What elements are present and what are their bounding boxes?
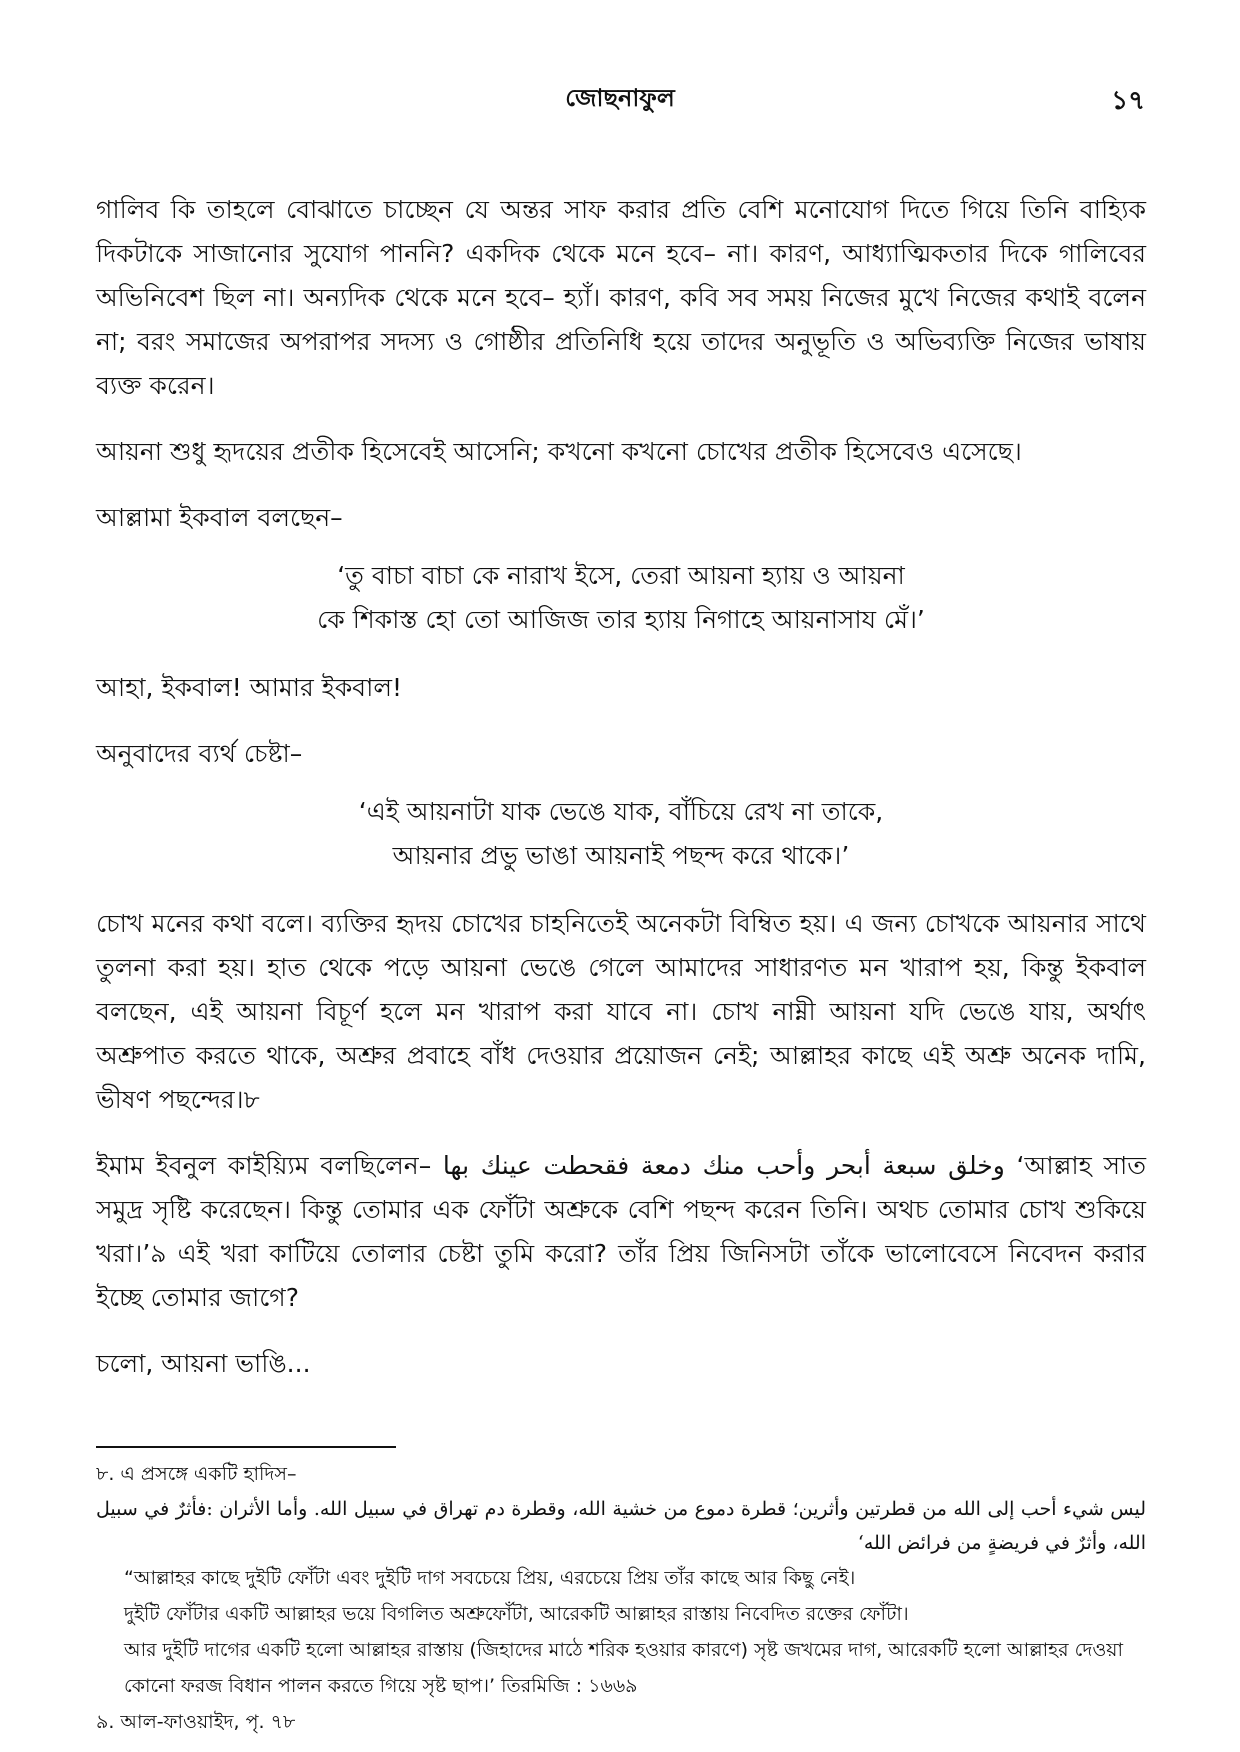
arabic-quote: وخلق سبعة أبحر وأحب منك دمعة فقحطت عينك بها bbox=[442, 1151, 1005, 1180]
verse-translation bbox=[96, 790, 1146, 878]
paragraph-7-rest: ‘আল্লাহ সাত সমুদ্র সৃষ্টি করেছেন। কিন্তু তোমার এক ফোঁটা অশ্রুকে বেশি পছন্দ করেন তিনি। অথচ তোমার চোখ শুকিয়ে খরা।’৯ এই খরা কাটিয়ে তোলার চেষ্টা তুমি করো? তাঁর প্রিয় জিনিসটা তাঁকে ভালোবেসে নিবেদন করার ইচ্ছে তোমার জাগে? bbox=[96, 1151, 1146, 1312]
footnote-8-translation-2: দুইটি ফোঁটার একটি আল্লাহর ভয়ে বিগলিত অশ্রুফোঁটা, আরেকটি আল্লাহর রাস্তায় নিবেদিত রক্তের ফোঁটা। bbox=[124, 1603, 909, 1625]
paragraph-7 bbox=[96, 1144, 1146, 1320]
footnote-separator bbox=[96, 1446, 396, 1448]
footnotes bbox=[96, 1456, 1146, 1740]
footnote-8-translation-3: আর দুইটি দাগের একটি হলো আল্লাহর রাস্তায় (জিহাদের মাঠে শরিক হওয়ার কারণে) সৃষ্ট জখমের দাগ, আরেকটি হলো আল্লাহর দেওয়া কোনো ফরজ বিধান পালন করতে গিয়ে সৃষ্ট ছাপ।’ তিরমিজি : ১৬৬৯ bbox=[124, 1639, 1124, 1697]
paragraph-5: অনুবাদের ব্যর্থ চেষ্টা– bbox=[96, 739, 303, 768]
paragraph-8: চলো, আয়না ভাঙি... bbox=[96, 1349, 311, 1378]
footnote-8-arabic: ليس شيء أحب إلى الله من قطرتين وأثرين؛ قطرة دموع من خشية الله، وقطرة دم تهراق في سبيل الله. وأما الأثران :فأثرٌ في سبيل الله، وأثرٌ في فريضةٍ من فرائض الله‘ bbox=[96, 1498, 1146, 1554]
paragraph-1: গালিব কি তাহলে বোঝাতে চাচ্ছেন যে অন্তর সাফ করার প্রতি বেশি মনোযোগ দিতে গিয়ে তিনি বাহ্যিক দিকটাকে সাজানোর সুযোগ পাননি? একদিক থেকে মনে হবে– না। কারণ, আধ্যাত্মিকতার দিকে গালিবের অভিনিবেশ ছিল না। অন্যদিক থেকে মনে হবে– হ্যাঁ। কারণ, কবি সব সময় নিজের মুখে নিজের কথাই বলেন না; বরং সমাজের অপরাপর সদস্য ও গোষ্ঠীর প্রতিনিধি হয়ে তাদের অনুভূতি ও অভিব্যক্তি নিজের ভাষায় ব্যক্ত করেন। bbox=[96, 195, 1146, 400]
paragraph-3: আল্লামা ইকবাল বলছেন– bbox=[96, 503, 343, 532]
verse-iqbal bbox=[96, 554, 1146, 642]
paragraph-7-lead: ইমাম ইবনুল কাইয়্যিম বলছিলেন– bbox=[96, 1151, 432, 1180]
page-header bbox=[95, 80, 1145, 120]
footnote-8-translation-1: “আল্লাহর কাছে দুইটি ফোঁটা এবং দুইটি দাগ সবচেয়ে প্রিয়, এরচেয়ে প্রিয় তাঁর কাছে আর কিছু নেই। bbox=[124, 1567, 856, 1589]
body-text bbox=[96, 188, 1146, 1408]
footnote-9: ৯. আল-ফাওয়াইদ, পৃ. ৭৮ bbox=[96, 1711, 296, 1733]
page-number: ১৭ bbox=[1111, 86, 1145, 116]
running-title: জোছনাফুল bbox=[565, 84, 675, 112]
verse-line: আয়নার প্রভু ভাঙা আয়নাই পছন্দ করে থাকে।’ bbox=[392, 841, 850, 870]
verse-line: ‘তু বাচা বাচা কে নারাখ ইসে, তেরা আয়না হ্যায় ও আয়না bbox=[337, 561, 905, 590]
paragraph-4: আহা, ইকবাল! আমার ইকবাল! bbox=[96, 673, 402, 702]
footnote-8-label: ৮. এ প্রসঙ্গে একটি হাদিস– bbox=[96, 1463, 297, 1485]
paragraph-2: আয়না শুধু হৃদয়ের প্রতীক হিসেবেই আসেনি; কখনো কখনো চোখের প্রতীক হিসেবেও এসেছে। bbox=[96, 437, 1022, 466]
verse-line: কে শিকাস্ত হো তো আজিজ তার হ্যায় নিগাহে আয়নাসায মেঁ।’ bbox=[317, 605, 925, 634]
paragraph-6: চোখ মনের কথা বলে। ব্যক্তির হৃদয় চোখের চাহনিতেই অনেকটা বিম্বিত হয়। এ জন্য চোখকে আয়নার সাথে তুলনা করা হয়। হাত থেকে পড়ে আয়না ভেঙে গেলে আমাদের সাধারণত মন খারাপ হয়, কিন্তু ইকবাল বলছেন, এই আয়না বিচূর্ণ হলে মন খারাপ করা যাবে না। চোখ নাম্নী আয়না যদি ভেঙে যায়, অর্থাৎ অশ্রুপাত করতে থাকে, অশ্রুর প্রবাহে বাঁধ দেওয়ার প্রয়োজন নেই; আল্লাহর কাছে এই অশ্রু অনেক দামি, ভীষণ পছন্দের।৮ bbox=[96, 909, 1146, 1114]
verse-line: ‘এই আয়নাটা যাক ভেঙে যাক, বাঁচিয়ে রেখ না তাকে, bbox=[358, 797, 884, 826]
